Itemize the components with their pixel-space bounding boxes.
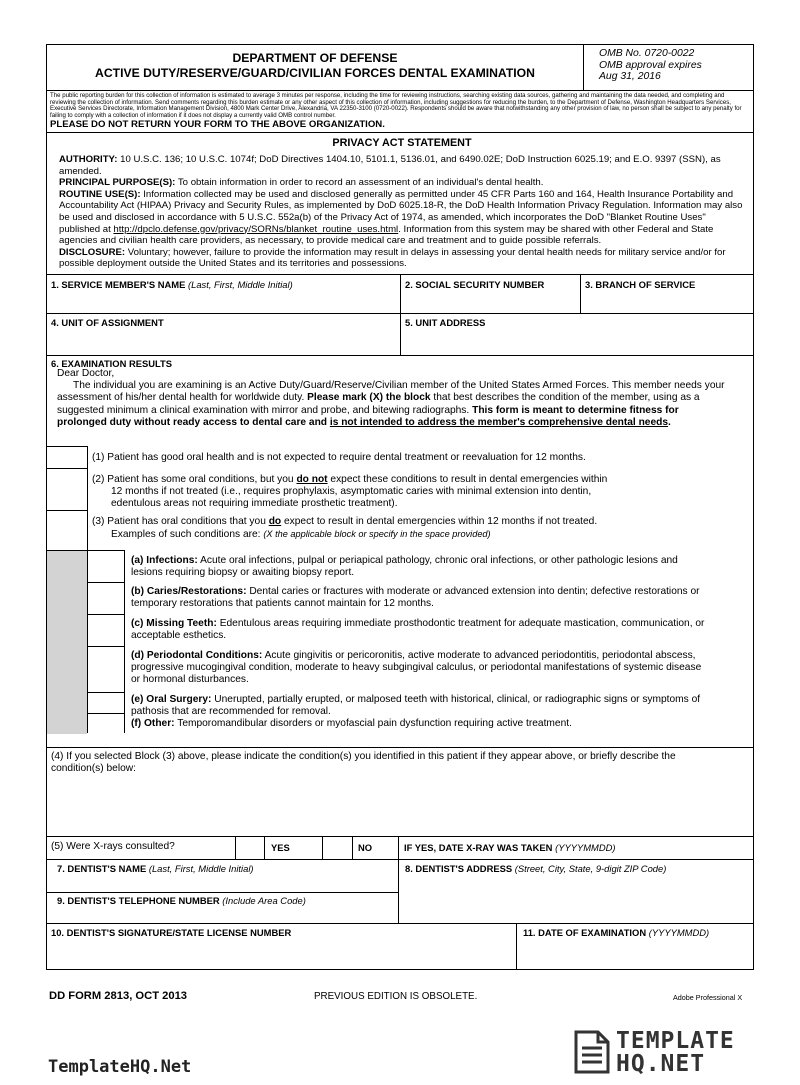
- greeting: Dear Doctor,: [57, 367, 115, 379]
- document-icon: [572, 1028, 612, 1076]
- disclosure: DISCLOSURE: Voluntary; however, failure to provide the information may result in delays in assessing your dental health needs for military service and/or for possible deployment outside the United States and its territories and possessions.: [59, 246, 726, 270]
- authority: AUTHORITY: 10 U.S.C. 136; 10 U.S.C. 1074f; DoD Directives 1404.10, 5101.1, 5136.01, and 6490.02E; DoD Instruction 6025.19; and E.O. 9397 (SSN), as amended.: [59, 153, 721, 177]
- logo-bottom: HQ.NET: [616, 1051, 706, 1077]
- exam-label: 6. EXAMINATION RESULTS: [51, 357, 173, 369]
- watermark-logo: [572, 1028, 754, 1078]
- sub-e-text: (e) Oral Surgery: Unerupted, partially erupted, or malposed teeth with historical, clinical, or radiographic signs or symptoms of pathosis that are recommended for removal.: [131, 693, 701, 718]
- field-dentist-address[interactable]: 8. DENTIST'S ADDRESS (Street, City, State, 9-digit ZIP Code): [405, 862, 667, 874]
- burden-statement: [47, 91, 753, 133]
- field-member-name[interactable]: 1. SERVICE MEMBER'S NAME (Last, First, Middle Initial): [51, 278, 293, 290]
- watermark-text: TemplateHQ.Net: [48, 1057, 192, 1077]
- form-title: [47, 51, 583, 81]
- member-info-row: [47, 275, 753, 314]
- adobe-note: Adobe Professional X: [673, 993, 743, 1002]
- field-unit-address[interactable]: 5. UNIT ADDRESS: [405, 316, 486, 328]
- omb-info: [583, 45, 753, 90]
- form-header: [47, 45, 753, 91]
- form-id: DD FORM 2813, OCT 2013: [49, 990, 188, 1002]
- exam-intro: [57, 368, 727, 429]
- dental-exam-form: [46, 44, 754, 970]
- checkbox-missing-teeth[interactable]: [88, 615, 124, 646]
- checkbox-option-3[interactable]: [47, 511, 87, 550]
- question-5-text: (5) Were X-rays consulted?: [51, 840, 175, 852]
- obsolete-note: PREVIOUS EDITION IS OBSOLETE.: [314, 991, 478, 1002]
- sub-b-text: (b) Caries/Restorations: Dental caries or fractures with moderate or advanced extension into dentin; defective restorations or temporary restorations that patients cannot maintain for 12 months.: [131, 585, 700, 610]
- routine-uses: ROUTINE USE(S): Information collected may be used and disclosed generally as permitted under 45 CFR Parts 160 and 164, Health Insurance Portability and Accountability Act (HIPAA) Privacy and Security Rules, as implemented by DoD 6025.18-R, the DoD Health Information Privacy Regulation. Information may also be used and disclosed in accordance with 5 U.S.C. 552a(b) of the Privacy Act of 1974, as amended, which incorporates the DoD "Blanket Routine Uses" published at http://dpclo.defense.gov/privacy/SORNs/blanket_routine_uses.html. Information from this system may be shared with other Federal and State agencies and civilian health care providers, as necessary, to provide medical care and treatment and to guide possible referrals.: [59, 188, 743, 247]
- examination-results: [47, 356, 753, 748]
- signature-row: [47, 924, 753, 969]
- yes-checkbox[interactable]: [235, 837, 264, 858]
- field-dentist-name[interactable]: 7. DENTIST'S NAME (Last, First, Middle Initial): [57, 862, 254, 874]
- checkbox-other[interactable]: [88, 714, 124, 733]
- omb-expires: OMB approval expires: [599, 59, 702, 71]
- burden-text: The public reporting burden for this collection of information is estimated to average 3 minutes per response, including the time for reviewing instructions, searching existing data sources, gathering and maintaining the data needed, and completing and reviewing the collection of information. Send comments regarding this burden estimate or any other aspect of this collection of information, including suggestions for reducing the burden, to the Department of Defense, Washington Headquarters Services, Executive Services Directorate, Information Management Division, 4800 Mark Center Drive, Alexandria, VA 22350-3100 (0720-0022). Respondents should be aware that notwithstanding any other provision of law, no person shall be subject to any penalty for failing to comply with a collection of information if it does not display a currently valid OMB control number.: [50, 92, 742, 119]
- privacy-act-statement: [47, 133, 753, 275]
- field-exam-date[interactable]: 11. DATE OF EXAMINATION (YYYYMMDD): [523, 926, 710, 938]
- field-dentist-phone[interactable]: 9. DENTIST'S TELEPHONE NUMBER (Include Area Code): [57, 894, 306, 906]
- checkbox-option-1[interactable]: [47, 447, 87, 468]
- yes-label: YES: [271, 841, 290, 853]
- form-name: ACTIVE DUTY/RESERVE/GUARD/CIVILIAN FORCES DENTAL EXAMINATION: [95, 66, 535, 80]
- sub-c-text: (c) Missing Teeth: Edentulous areas requiring immediate prosthodontic treatment for adequate mastication, communication, or acceptable esthetics.: [131, 617, 705, 642]
- option-2-text: (2) Patient has some oral conditions, but you do not expect these conditions to result in dental emergencies within 12 months if not treated (i.e., requires prophylaxis, asymptomatic caries with minimal extension into dentin, edentulous areas not requiring immediate prosthetic treatment).: [92, 473, 608, 510]
- option-3-text: (3) Patient has oral conditions that you do expect to result in dental emergencies within 12 months if not treated. Examples of such conditions are: (X the applicable block or specify in the space provided): [92, 515, 598, 541]
- return-warning: PLEASE DO NOT RETURN YOUR FORM TO THE ABOVE ORGANIZATION.: [50, 119, 385, 131]
- privacy-title: PRIVACY ACT STATEMENT: [332, 137, 472, 150]
- logo-top: TEMPLATE: [616, 1028, 735, 1054]
- department-name: DEPARTMENT OF DEFENSE: [232, 51, 398, 65]
- checkbox-option-2[interactable]: [47, 469, 87, 510]
- xray-date-field[interactable]: IF YES, DATE X-RAY WAS TAKEN (YYYYMMDD): [404, 841, 616, 853]
- condition-description-area[interactable]: [47, 748, 753, 837]
- checkbox-infections[interactable]: [88, 551, 124, 582]
- field-branch[interactable]: 3. BRANCH OF SERVICE: [585, 278, 696, 290]
- checkbox-periodontal[interactable]: [88, 647, 124, 692]
- intro-paragraph: The individual you are examining is an Active Duty/Guard/Reserve/Civilian member of the United States Armed Forces. This member needs your assessment of his/her dental health for worldwide duty. Please mark (X) the block that best describes the condition of the member, using as a suggested minimum a clinical examination with mirror and probe, and bitewing radiographs. This form is meant to determine fitness for prolonged duty without ready access to dental care and is not intended to address the member's comprehensive dental needs.: [57, 380, 725, 428]
- xray-row: [47, 837, 753, 860]
- field-unit-assignment[interactable]: 4. UNIT OF ASSIGNMENT: [51, 316, 164, 328]
- checkbox-oral-surgery[interactable]: [88, 693, 124, 713]
- sub-d-text: (d) Periodontal Conditions: Acute gingivitis or pericoronitis, active moderate to advanced periodontitis, periodontal abscess, progressive mucogingival condition, moderate to heavy subgingival calculus, or periodontal manifestations of systemic disease or hormonal disturbances.: [131, 649, 702, 686]
- no-label: NO: [358, 841, 373, 853]
- checkbox-caries[interactable]: [88, 583, 124, 614]
- sub-f-text: (f) Other: Temporomandibular disorders or myofascial pain dysfunction requiring active treatment.: [131, 717, 572, 729]
- option-1-text: (1) Patient has good oral health and is not expected to require dental treatment or reevaluation for 12 months.: [92, 451, 586, 463]
- principal-purpose: PRINCIPAL PURPOSE(S): To obtain information in order to record an assessment of an individual's dental health.: [59, 177, 544, 189]
- sub-a-text: (a) Infections: Acute oral infections, pulpal or periapical pathology, chronic oral infections, or other pathologic lesions and lesions requiring biopsy or awaiting biopsy report.: [131, 554, 678, 579]
- field-signature[interactable]: 10. DENTIST'S SIGNATURE/STATE LICENSE NUMBER: [51, 926, 292, 938]
- omb-date: Aug 31, 2016: [599, 71, 661, 82]
- field-ssn[interactable]: 2. SOCIAL SECURITY NUMBER: [405, 278, 545, 290]
- question-4-text: (4) If you selected Block (3) above, please indicate the condition(s) you identified in this patient if they appear above, or briefly describe the condition(s) below:: [51, 750, 676, 775]
- routine-uses-link[interactable]: http://dpclo.defense.gov/privacy/SORNs/blanket_routine_uses.html: [113, 223, 399, 235]
- unit-info-row: [47, 314, 753, 356]
- omb-number: OMB No. 0720-0022: [599, 48, 695, 59]
- no-checkbox[interactable]: [322, 837, 352, 858]
- dentist-info-row: [47, 860, 753, 924]
